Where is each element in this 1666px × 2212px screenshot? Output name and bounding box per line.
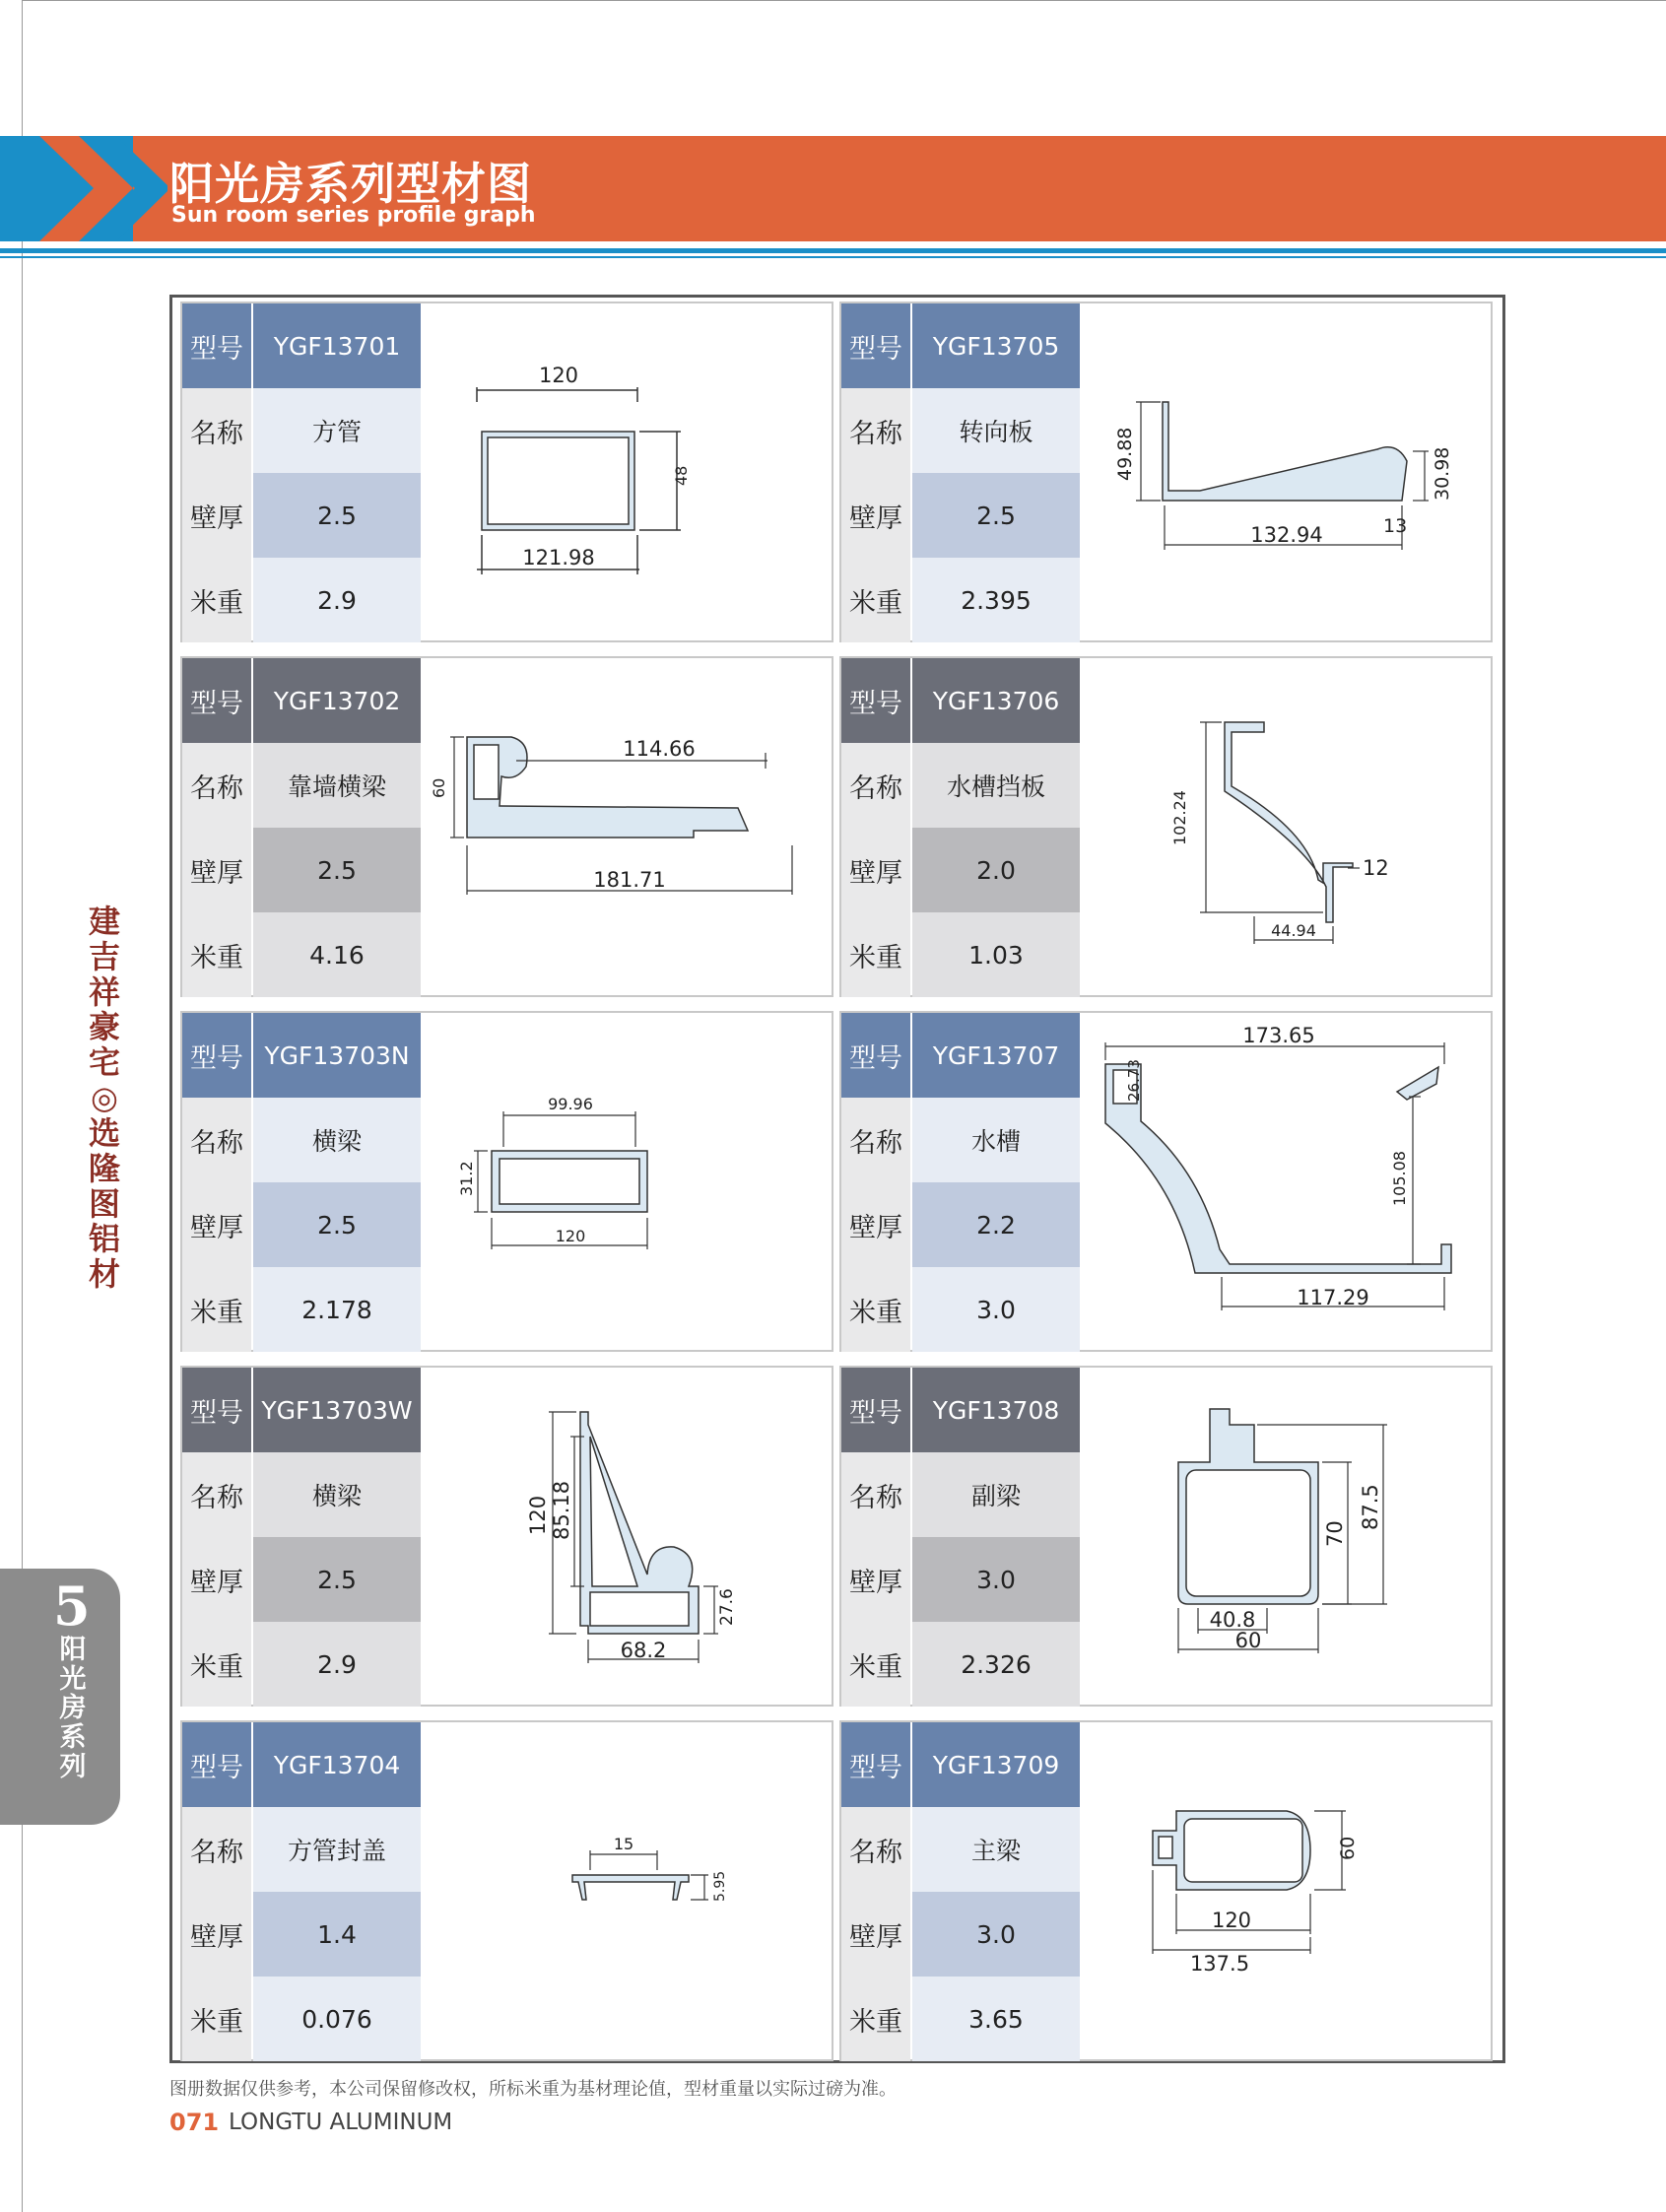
dim-label: 26.73: [1125, 1059, 1143, 1102]
dim-label: 30.98: [1432, 446, 1453, 501]
weight-value: 3.65: [912, 1977, 1080, 2061]
page-number: 071: [169, 2109, 220, 2136]
weight-label: 米重: [841, 1622, 910, 1707]
model-label: 型号: [182, 658, 251, 743]
wall-label: 壁厚: [841, 473, 910, 558]
wall-label: 壁厚: [182, 828, 251, 912]
wall-label: 壁厚: [182, 1182, 251, 1267]
name-value: 水槽: [912, 1098, 1080, 1182]
dim-label: 87.5: [1359, 1484, 1382, 1530]
name-label: 名称: [182, 1098, 251, 1182]
chevron-icon: [39, 136, 167, 241]
profile-card: [839, 1011, 1493, 1352]
weight-value: 3.0: [912, 1267, 1080, 1352]
weight-label: 米重: [841, 1977, 910, 2061]
model-value: YGF13701: [253, 303, 421, 388]
dim-label: 99.96: [548, 1095, 593, 1113]
dim-label: 48: [672, 465, 691, 486]
dim-label: 121.98: [522, 546, 595, 570]
weight-value: 2.178: [253, 1267, 421, 1352]
model-value: YGF13707: [912, 1013, 1080, 1098]
dim-label: 60: [430, 777, 448, 798]
brand-name: LONGTU ALUMINUM: [229, 2110, 453, 2135]
dim-label: 137.5: [1189, 1952, 1250, 1976]
profile-drawing: [423, 658, 832, 995]
model-label: 型号: [182, 1013, 251, 1098]
profile-drawing: [1082, 658, 1491, 995]
footer-note: 图册数据仅供参考，本公司保留修改权，所标米重为基材理论值，型材重量以实际过磅为准。: [169, 2079, 897, 2100]
profile-grid: [169, 295, 1505, 2063]
weight-label: 米重: [182, 1267, 251, 1352]
dim-label: 120: [555, 1227, 586, 1245]
name-label: 名称: [841, 1807, 910, 1892]
model-label: 型号: [182, 1722, 251, 1807]
name-value: 主梁: [912, 1807, 1080, 1892]
name-label: 名称: [841, 743, 910, 828]
dim-label: 31.2: [457, 1161, 476, 1196]
name-value: 副梁: [912, 1452, 1080, 1537]
name-label: 名称: [182, 1807, 251, 1892]
weight-value: 2.395: [912, 558, 1080, 642]
dim-label: 132.94: [1250, 523, 1323, 547]
profile-card: [180, 302, 833, 642]
model-label: 型号: [182, 1368, 251, 1452]
page-subtitle: Sun room series profile graph: [171, 203, 536, 228]
section-label: 阳光房系列: [59, 1635, 87, 1782]
wall-value: 2.5: [253, 828, 421, 912]
model-label: 型号: [841, 1722, 910, 1807]
wall-value: 2.5: [253, 1537, 421, 1622]
wall-value: 2.2: [912, 1182, 1080, 1267]
model-label: 型号: [841, 1368, 910, 1452]
weight-label: 米重: [182, 912, 251, 997]
name-label: 名称: [182, 743, 251, 828]
dim-label: 105.08: [1390, 1151, 1409, 1206]
weight-label: 米重: [841, 1267, 910, 1352]
name-value: 转向板: [912, 388, 1080, 473]
name-value: 横梁: [253, 1098, 421, 1182]
profile-card: [839, 302, 1493, 642]
wall-label: 壁厚: [182, 1892, 251, 1977]
profile-card: [180, 1011, 833, 1352]
wall-value: 2.5: [253, 1182, 421, 1267]
name-label: 名称: [182, 388, 251, 473]
header-rule: [0, 248, 1666, 253]
profile-drawing: [423, 303, 832, 640]
name-label: 名称: [841, 388, 910, 473]
name-value: 靠墙横梁: [253, 743, 421, 828]
dim-label: 85.18: [550, 1480, 573, 1540]
dim-label: 117.29: [1297, 1286, 1369, 1309]
model-value: YGF13709: [912, 1722, 1080, 1807]
dim-label: 60: [1337, 1836, 1359, 1860]
weight-label: 米重: [182, 1977, 251, 2061]
dim-label: 15: [613, 1835, 634, 1853]
profile-drawing: [1082, 303, 1491, 640]
profile-drawing: [423, 1722, 832, 2059]
profile-card: [180, 656, 833, 997]
profile-drawing: [423, 1013, 832, 1350]
dim-label: 5.95: [712, 1870, 728, 1902]
dim-label: 49.88: [1114, 427, 1136, 481]
profile-card: [839, 1366, 1493, 1707]
model-label: 型号: [841, 1013, 910, 1098]
weight-value: 2.326: [912, 1622, 1080, 1707]
profile-drawing: [1082, 1013, 1491, 1350]
dim-label: 120: [538, 364, 579, 387]
model-value: YGF13708: [912, 1368, 1080, 1452]
dim-label: 114.66: [623, 737, 696, 761]
model-value: YGF13703N: [253, 1013, 421, 1098]
dim-label: 120: [526, 1495, 550, 1535]
weight-value: 2.9: [253, 1622, 421, 1707]
wall-label: 壁厚: [841, 1182, 910, 1267]
dim-label: 120: [1211, 1909, 1252, 1932]
wall-value: 3.0: [912, 1537, 1080, 1622]
dim-label: 60: [1234, 1629, 1262, 1652]
name-label: 名称: [841, 1452, 910, 1537]
weight-label: 米重: [182, 558, 251, 642]
weight-value: 4.16: [253, 912, 421, 997]
wall-value: 1.4: [253, 1892, 421, 1977]
section-number: 5: [53, 1575, 91, 1638]
name-value: 水槽挡板: [912, 743, 1080, 828]
dim-label: 12: [1363, 856, 1389, 880]
profile-drawing: [1082, 1368, 1491, 1705]
model-label: 型号: [182, 303, 251, 388]
weight-value: 0.076: [253, 1977, 421, 2061]
profile-card: [180, 1366, 833, 1707]
model-label: 型号: [841, 303, 910, 388]
wall-label: 壁厚: [841, 828, 910, 912]
model-value: YGF13704: [253, 1722, 421, 1807]
dim-label: 102.24: [1170, 790, 1189, 845]
profile-card: [180, 1720, 833, 2061]
model-value: YGF13703W: [253, 1368, 421, 1452]
wall-value: 2.5: [253, 473, 421, 558]
wall-label: 壁厚: [182, 1537, 251, 1622]
model-label: 型号: [841, 658, 910, 743]
wall-value: 3.0: [912, 1892, 1080, 1977]
name-value: 方管封盖: [253, 1807, 421, 1892]
name-value: 方管: [253, 388, 421, 473]
dim-label: 173.65: [1242, 1024, 1315, 1047]
dim-label: 70: [1323, 1520, 1347, 1547]
name-value: 横梁: [253, 1452, 421, 1537]
dim-label: 13: [1383, 515, 1408, 537]
weight-value: 2.9: [253, 558, 421, 642]
name-label: 名称: [841, 1098, 910, 1182]
page-title: 阳光房系列型材图: [169, 158, 533, 210]
wall-label: 壁厚: [841, 1537, 910, 1622]
profile-drawing: [1082, 1722, 1491, 2059]
model-value: YGF13705: [912, 303, 1080, 388]
header-rule-thin: [0, 256, 1666, 258]
wall-value: 2.5: [912, 473, 1080, 558]
dim-label: 27.6: [717, 1588, 737, 1626]
dim-label: 181.71: [593, 868, 666, 892]
weight-value: 1.03: [912, 912, 1080, 997]
side-slogan: 建吉祥豪宅◎选隆图铝材: [88, 903, 120, 1294]
model-value: YGF13702: [253, 658, 421, 743]
wall-value: 2.0: [912, 828, 1080, 912]
model-value: YGF13706: [912, 658, 1080, 743]
profile-card: [839, 1720, 1493, 2061]
wall-label: 壁厚: [841, 1892, 910, 1977]
dim-label: 68.2: [620, 1639, 667, 1662]
profile-drawing: [423, 1368, 832, 1705]
weight-label: 米重: [841, 912, 910, 997]
profile-card: [839, 656, 1493, 997]
weight-label: 米重: [182, 1622, 251, 1707]
dim-label: 40.8: [1209, 1608, 1256, 1632]
dim-label: 44.94: [1271, 921, 1316, 940]
name-label: 名称: [182, 1452, 251, 1537]
weight-label: 米重: [841, 558, 910, 642]
wall-label: 壁厚: [182, 473, 251, 558]
